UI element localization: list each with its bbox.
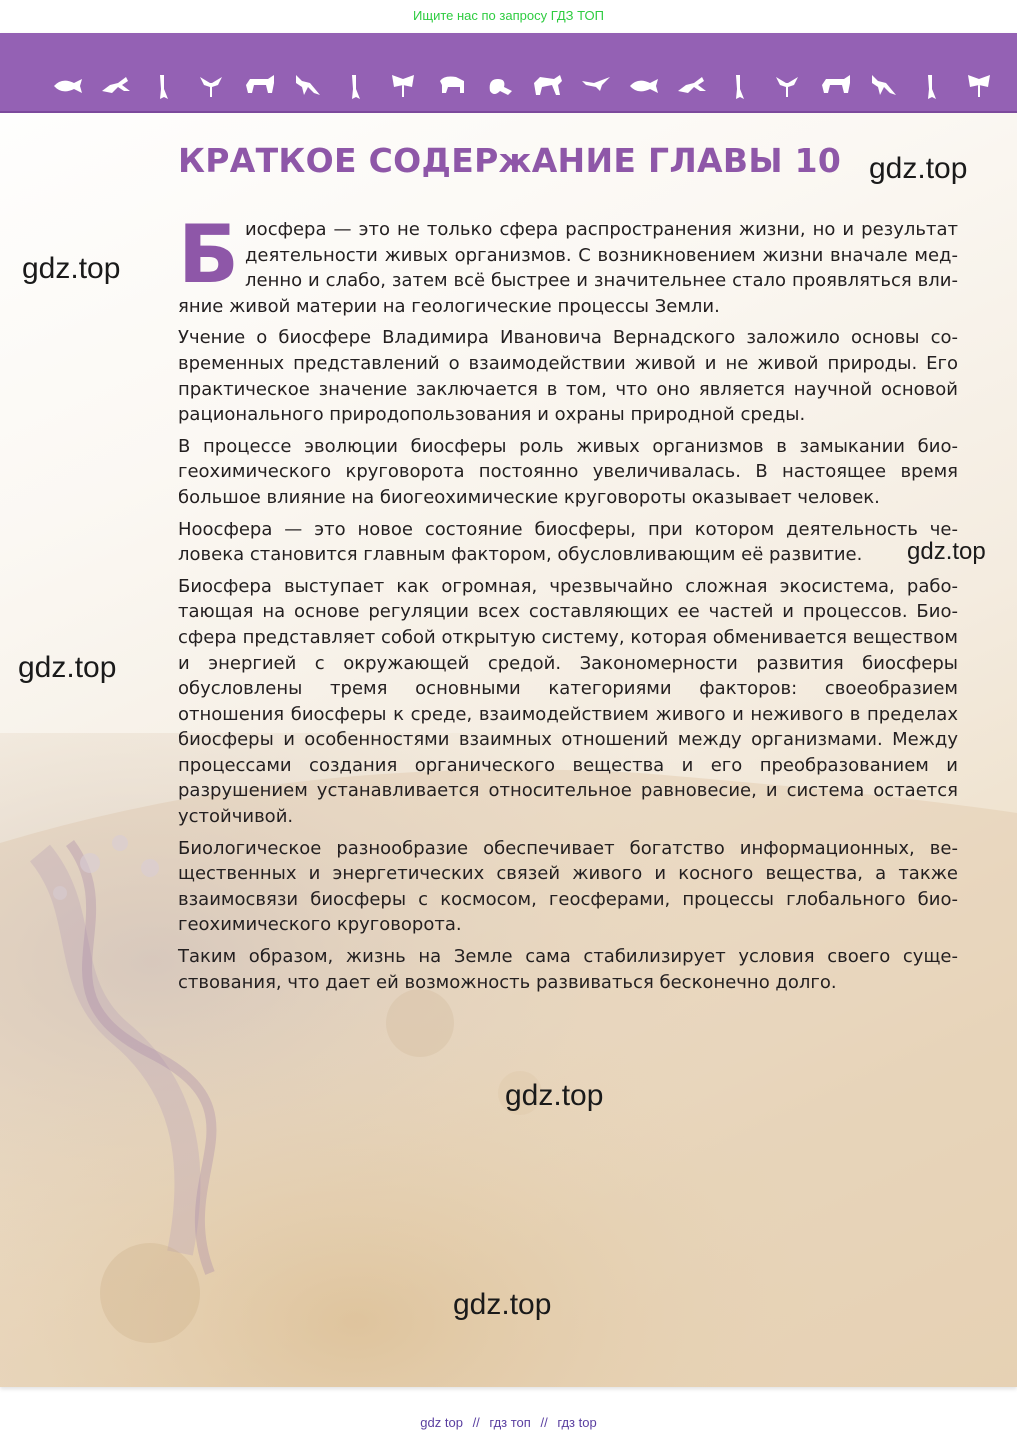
watermark: gdz.top <box>22 252 121 285</box>
watermark: gdz.top <box>869 152 968 185</box>
footer-separator: // <box>472 1415 480 1430</box>
lizard-icon <box>102 77 130 93</box>
paragraph-6: Биологическое разнообразие обеспечивает богатство информационных, вещественных и энергетических связей живого и косного вещества, а также взаимосвязи биосферы с космосом, геосферами, процессы глобального биогеохимического круговорота. <box>178 837 958 936</box>
watermark: gdz.top <box>18 651 117 684</box>
header-banner <box>0 33 1017 113</box>
bird-icon <box>352 75 360 99</box>
paragraph-4: Ноосфера — это новое состояние биосферы, при котором деятельность человека становится главным фактором, обусловливающим её развитие. <box>178 518 958 566</box>
top-search-note: Ищите нас по запросу ГДЗ ТОП <box>413 8 604 23</box>
bird-icon <box>736 75 744 99</box>
watermark: gdz.top <box>505 1079 604 1112</box>
paragraph-7: Таким образом, жизнь на Земле сама стабилизирует условия своего существования, что дает ей возможность развиваться бесконечно долго. <box>178 946 958 993</box>
insect-icon <box>776 77 798 97</box>
chapter-summary-title: КРАТКОЕ СОДЕРжАНИЕ ГЛАВЫ 10 <box>178 141 842 180</box>
footer-link[interactable]: гдз top <box>557 1415 597 1430</box>
bird-icon <box>160 75 168 99</box>
butterfly-icon <box>392 75 414 97</box>
paragraph-3: В процессе эволюции биосферы роль живых организмов в замыкании биогеохимического круговорота постоянно увеличивалась. В настоящее время большое влияние на биогеохимические круговороты оказывает человек. <box>178 435 958 508</box>
footer-separator: // <box>540 1415 548 1430</box>
lizard-icon <box>678 77 706 93</box>
fish-icon <box>54 79 82 93</box>
mammal-icon <box>246 75 274 93</box>
insect-icon <box>200 77 222 97</box>
paragraph-1-text: иосфера — это не только сфера распространения жизни, но и результат деятельности живых организмов. С возникновением жизни вначале медленно и слабо, затем всё быстрее и значительнее стало проявляться влияние живой материи на геологические процессы Земли. <box>178 219 958 317</box>
paragraph-1 <box>178 208 958 319</box>
watermark: gdz.top <box>907 538 986 565</box>
paragraph-2: Учение о биосфере Владимира Ивановича Вернадского заложило основы современных представлений о взаимодействии живой и не живой природы. Его практическое значение заключается в том, что оно является научной основой рационального природопользования и охраны природной среды. <box>178 327 958 426</box>
fish-icon <box>630 79 658 93</box>
pterosaur-icon <box>582 77 610 91</box>
summary-text <box>178 208 958 1001</box>
watermark: gdz.top <box>453 1288 552 1321</box>
book-page <box>0 33 1017 1387</box>
horse-icon <box>534 75 562 95</box>
dinosaur-icon <box>296 75 320 95</box>
butterfly-icon <box>968 75 990 97</box>
scorpion-icon <box>490 79 512 95</box>
dinosaur-icon <box>872 75 896 95</box>
paragraph-5: Биосфера выступает как огромная, чрезвычайно сложная экосистема, работающая на основе регуляции всех составляющих ее частей и процессов. Биосфера представляет собой открытую систему, которая обменивается веществом и энергией с окружающей средой. Закономерности развития биосферы обусловлены тремя основными категориями факторов: своеобразием отношения биосферы к среде, взаимодействием живого и неживого в пределах биосферы и особенностями взаимных отношений между организмами. Между процессами создания органического вещества и его преобразованием и разрушением устанавливается относительное равновесие, и система остается устойчивой. <box>178 575 958 828</box>
mammal-icon <box>822 75 850 93</box>
animal-silhouette-strip <box>50 71 1010 101</box>
footer-links <box>0 1406 1017 1440</box>
footer-link[interactable]: гдз топ <box>489 1415 531 1430</box>
footer-link[interactable]: gdz top <box>420 1415 463 1430</box>
elephant-icon <box>440 77 464 94</box>
bird-icon <box>928 75 936 99</box>
drop-cap: Б <box>178 208 239 301</box>
